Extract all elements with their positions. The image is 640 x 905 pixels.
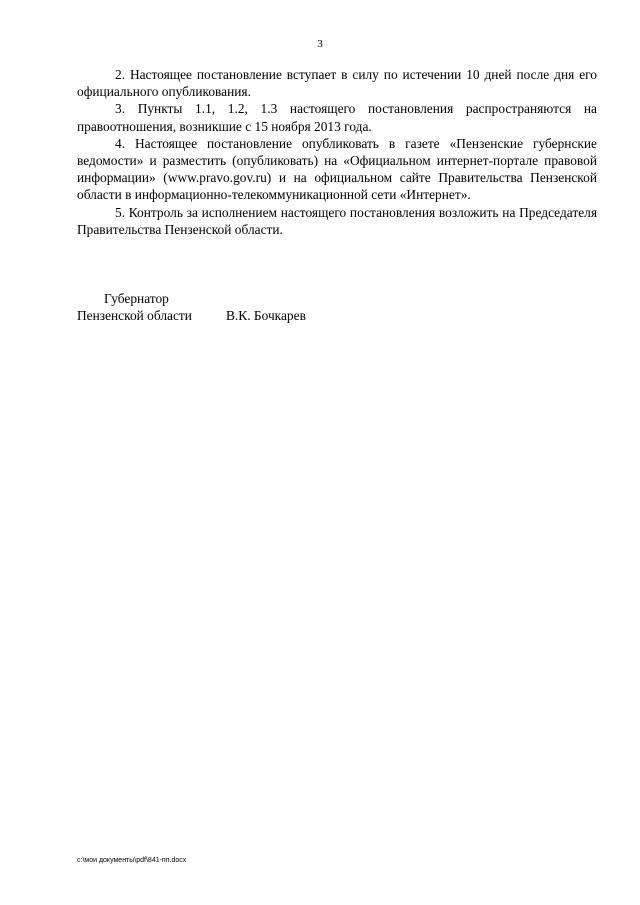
document-body [77, 66, 597, 238]
signatory-title-line2: Пензенской области [77, 308, 192, 323]
signatory-name: В.К. Бочкарев [226, 308, 306, 323]
page-number: 3 [317, 38, 323, 50]
paragraph-item-4: 4. Настоящее постановление опубликовать в газете «Пензенские губернские ведомости» и разместить (опубликовать) на «Официальном интернет-портале правовой информации» (www.pravo.gov.ru) и на официальном сайте Правительства Пензенской области в информационно-телекоммуникационной сети «Интернет». [77, 135, 597, 203]
paragraph-item-5: 5. Контроль за исполнением настоящего постановления возложить на Председателя Правительства Пензенской области. [77, 204, 597, 237]
footer-file-path: c:\мои документы\pdf\841-пп.docx [77, 857, 187, 864]
paragraph-item-3: 3. Пункты 1.1, 1.2, 1.3 настоящего постановления распространяются на правоотношения, возникшие с 15 ноября 2013 года. [77, 101, 597, 134]
paragraph-item-2: 2. Настоящее постановление вступает в силу по истечении 10 дней после дня его официального опубликования. [77, 67, 597, 100]
signatory-title-line1: Губернатор [104, 291, 169, 306]
